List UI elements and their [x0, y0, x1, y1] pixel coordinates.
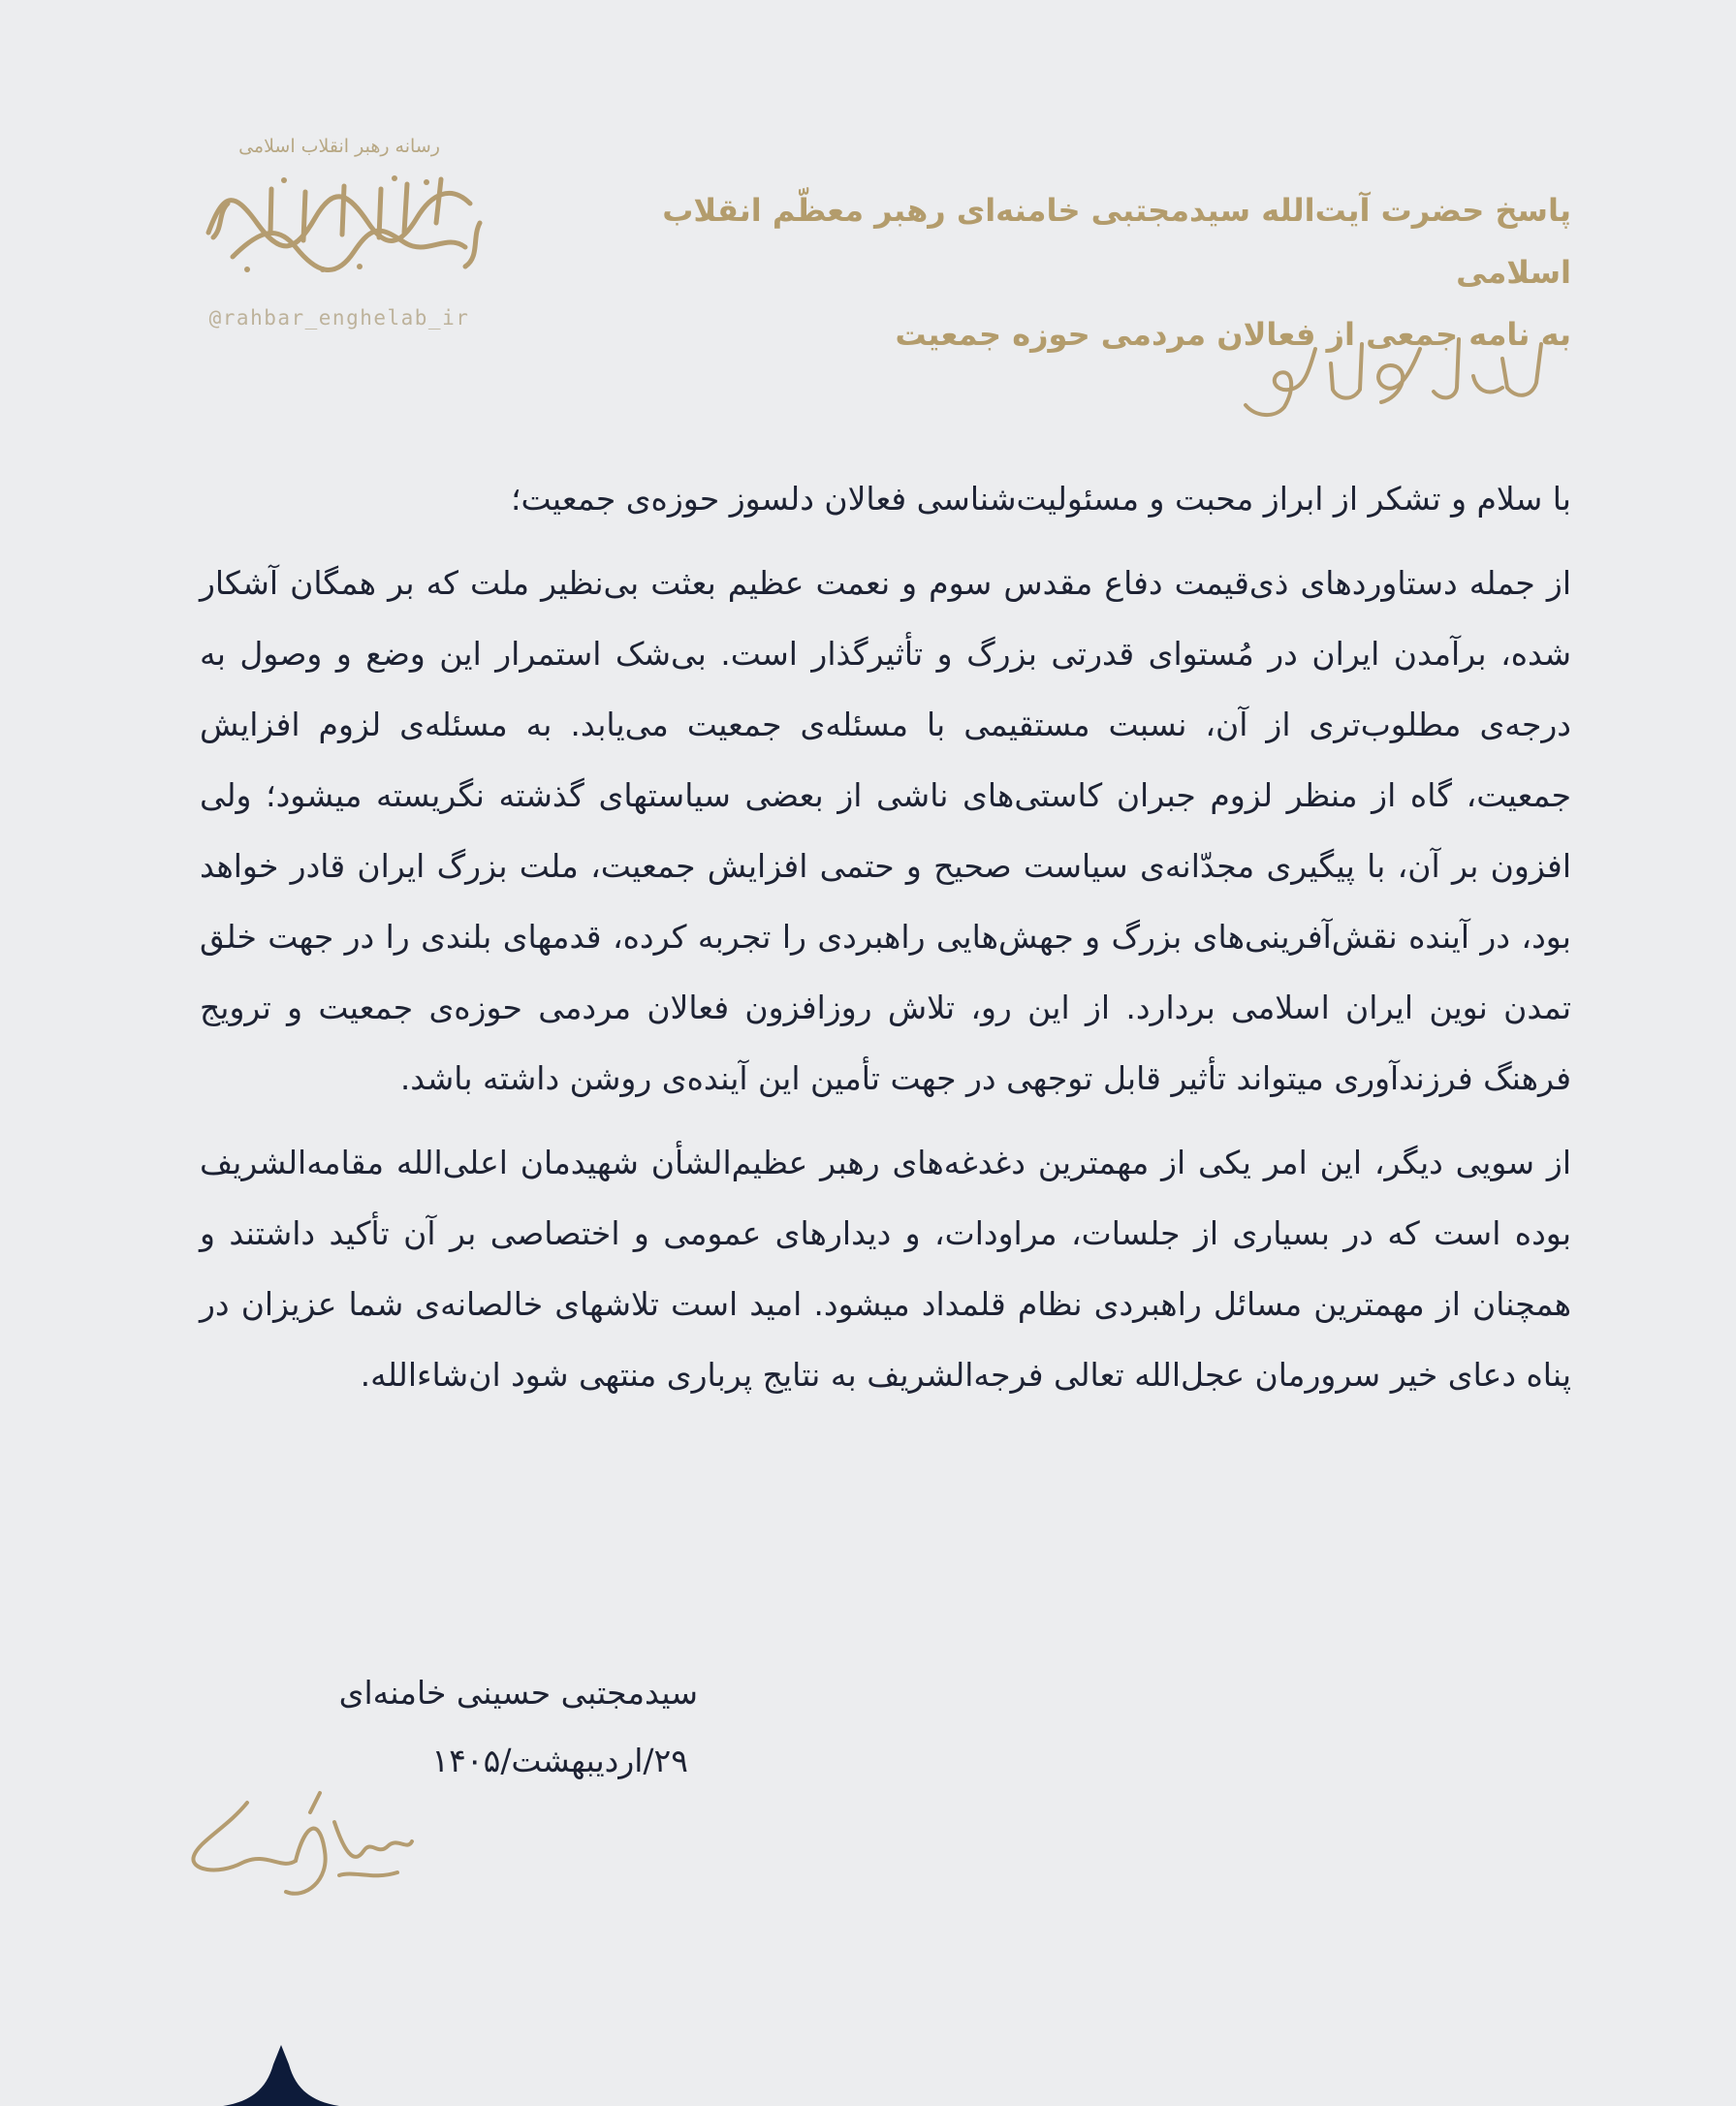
body-paragraph-1: از جمله دستاوردهای ذی‌قیمت دفاع مقدس سوم و نعمت عظیم بعثت بی‌نظیر ملت که بر همگان آشکار شده، برآمدن ایران در مُستوای قدرتی بزرگ و تأثیرگذار است. بی‌شک استمرار این وضع و وصول به درجه‌ی مطلوب‌تری از آن، نسبت مستقیمی با مسئله‌ی جمعیت می‌یابد. به مسئله‌ی لزوم افزایش جمعیت، گاه از منظر لزوم جبران کاستی‌های ناشی از بعضی سیاستهای گذشته نگریسته میشود؛ ولی افزون بر آن، با پیگیری مجدّانه‌ی سیاست صحیح و حتمی افزایش جمعیت، ملت بزرگ ایران قادر خواهد بود، در آینده نقش‌آفرینی‌های بزرگ و جهش‌هایی راهبردی را تجربه کرده، قدمهای بلندی را در جهت خلق تمدن نوین ایران اسلامی بردارد. از این رو، تلاش روزافزون فعالان مردمی حوزه‌ی جمعیت و ترویج فرهنگ فرزندآوری میتواند تأثیر قابل توجهی در جهت تأمین این آینده‌ی روشن داشته باشد.: [200, 564, 1571, 1097]
letter-body: [200, 463, 1571, 1424]
greeting-paragraph: با سلام و تشکر از ابراز محبت و مسئولیت‌شناسی فعالان دلسوز حوزه‌ی جمعیت؛: [510, 480, 1571, 518]
logo-calligraphy-icon: [189, 165, 489, 281]
logo-handle: @rahbar_enghelab_ir: [208, 306, 470, 330]
bismillah-calligraphy-icon: [1226, 320, 1556, 426]
logo-tagline: رسانه رهبر انقلاب اسلامی: [238, 136, 440, 157]
title-line-1: پاسخ حضرت آیت‌الله سیدمجتبی خامنه‌ای رهبر معظّم انقلاب اسلامی: [662, 192, 1571, 291]
letter-date: ۲۹/اردیبهشت/۱۴۰۵: [431, 1742, 688, 1779]
signatory-name: سیدمجتبی حسینی خامنه‌ای: [338, 1674, 698, 1712]
decorative-arch-icon: [223, 2045, 339, 2106]
title-line-2: به نامه جمعی از فعالان مردمی حوزه جمعیت: [895, 316, 1571, 353]
brand-logo: [189, 136, 489, 330]
handwritten-signature-icon: [189, 1783, 422, 1909]
signature-block: [194, 1659, 698, 1795]
body-paragraph-2: از سویی دیگر، این امر یکی از مهمترین دغدغه‌های رهبر عظیم‌الشأن شهیدمان اعلی‌الله مقامه‌الشریف بوده است که در بسیاری از جلسات، مراودات، و دیدارهای عمومی و اختصاصی بر آن تأکید داشتند و همچنان از مهمترین مسائل راهبردی نظام قلمداد میشود. امید است تلاشهای خالصانه‌ی شما عزیزان در پناه دعای خیر سرورمان عجل‌الله تعالی فرجه‌الشریف به نتایج پرباری منتهی شود ان‌شاءالله.: [200, 1144, 1571, 1394]
